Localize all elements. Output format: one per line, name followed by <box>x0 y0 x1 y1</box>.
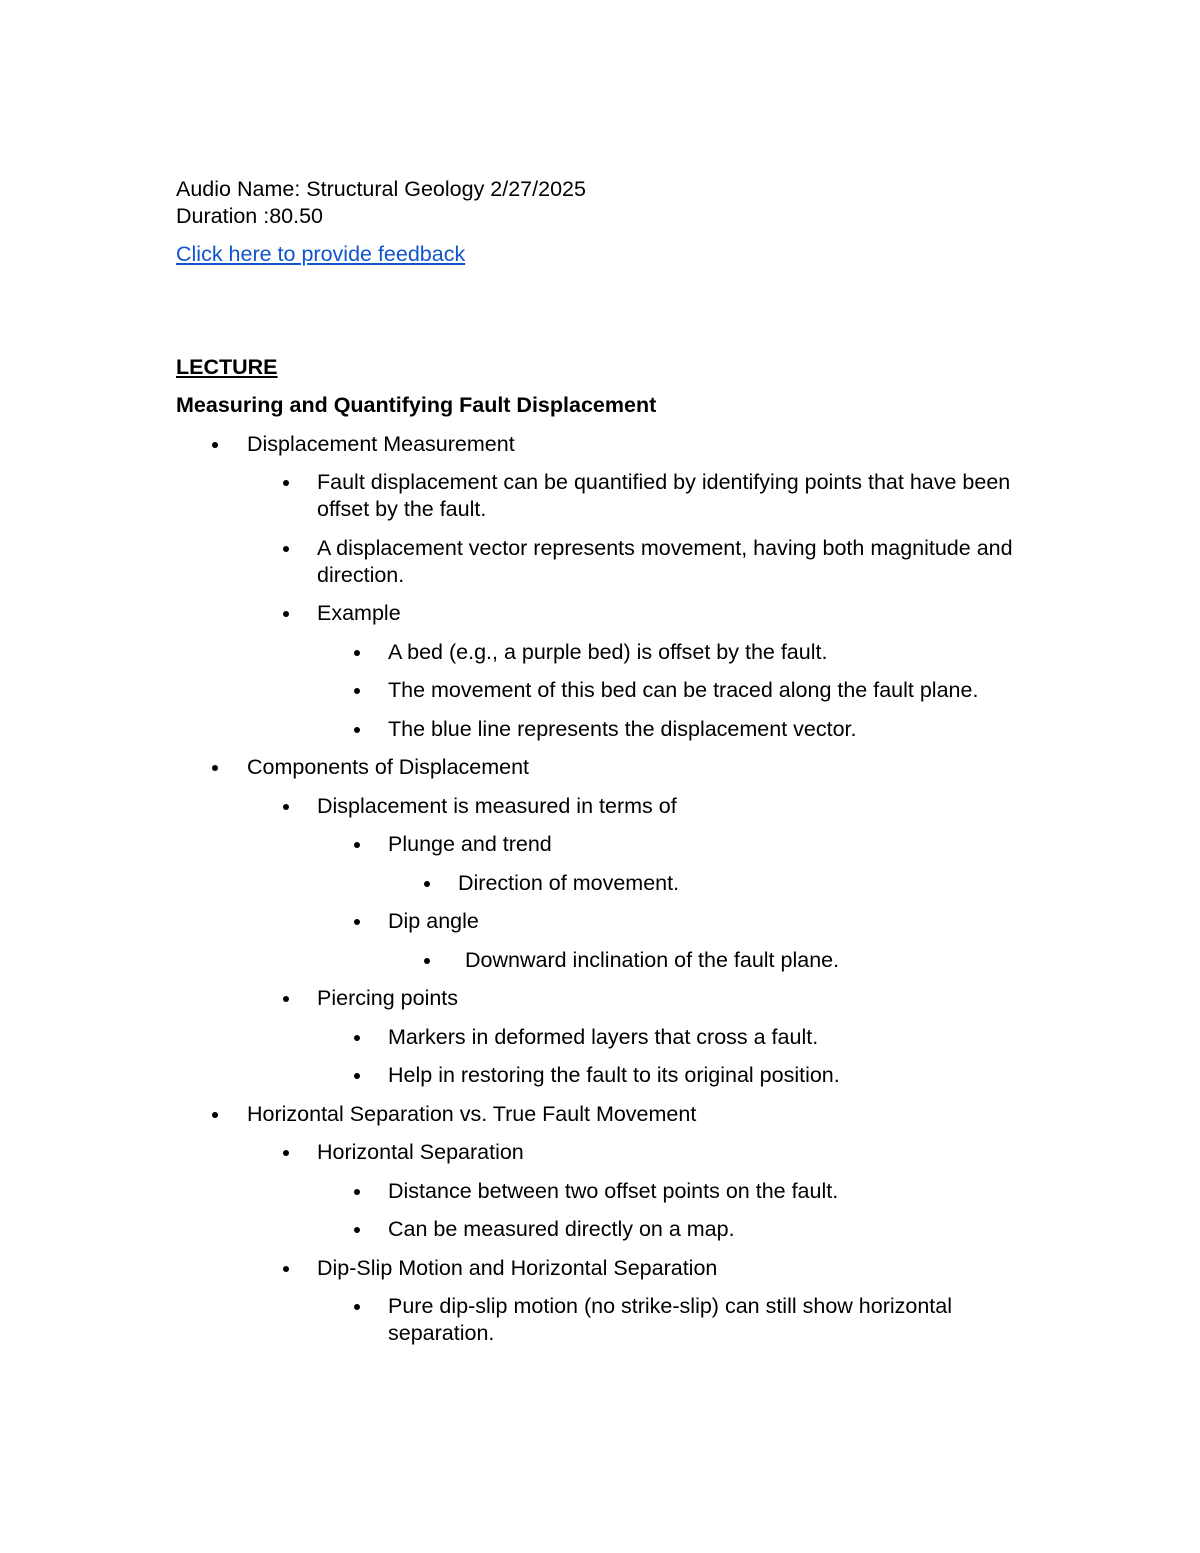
list-item: Dip angle <box>176 908 1036 935</box>
list-item: The blue line represents the displacement vector. <box>176 716 1036 743</box>
list-item: Help in restoring the fault to its original position. <box>176 1062 1036 1089</box>
list-item: Distance between two offset points on the fault. <box>176 1178 1036 1205</box>
list-item: Pure dip-slip motion (no strike-slip) can still show horizontal separation. <box>176 1293 1036 1347</box>
section-title: Measuring and Quantifying Fault Displacement <box>176 393 657 417</box>
list-item: Downward inclination of the fault plane. <box>176 947 1036 974</box>
list-item: Displacement Measurement <box>176 431 1036 458</box>
list-item: Piercing points <box>176 985 1036 1012</box>
list-item: Components of Displacement <box>176 754 1036 781</box>
list-item: Horizontal Separation <box>176 1139 1036 1166</box>
list-item: Markers in deformed layers that cross a fault. <box>176 1024 1036 1051</box>
lecture-outline <box>176 431 1036 1348</box>
feedback-link[interactable]: Click here to provide feedback <box>176 242 466 266</box>
section-label: LECTURE <box>176 355 278 379</box>
list-item: Example <box>176 600 1036 627</box>
list-item: The movement of this bed can be traced along the fault plane. <box>176 677 1036 704</box>
duration: Duration :80.50 <box>176 204 324 228</box>
list-item: Dip-Slip Motion and Horizontal Separation <box>176 1255 1036 1282</box>
list-item: Displacement is measured in terms of <box>176 793 1036 820</box>
list-item: Horizontal Separation vs. True Fault Movement <box>176 1101 1036 1128</box>
list-item: Fault displacement can be quantified by identifying points that have been offset by the fault. <box>176 469 1036 523</box>
list-item: Direction of movement. <box>176 870 1036 897</box>
list-item: A bed (e.g., a purple bed) is offset by the fault. <box>176 639 1036 666</box>
list-item: Plunge and trend <box>176 831 1036 858</box>
list-item: A displacement vector represents movement, having both magnitude and direction. <box>176 535 1036 589</box>
list-item: Can be measured directly on a map. <box>176 1216 1036 1243</box>
audio-name: Audio Name: Structural Geology 2/27/2025 <box>176 177 586 201</box>
document-page <box>176 176 1036 1347</box>
